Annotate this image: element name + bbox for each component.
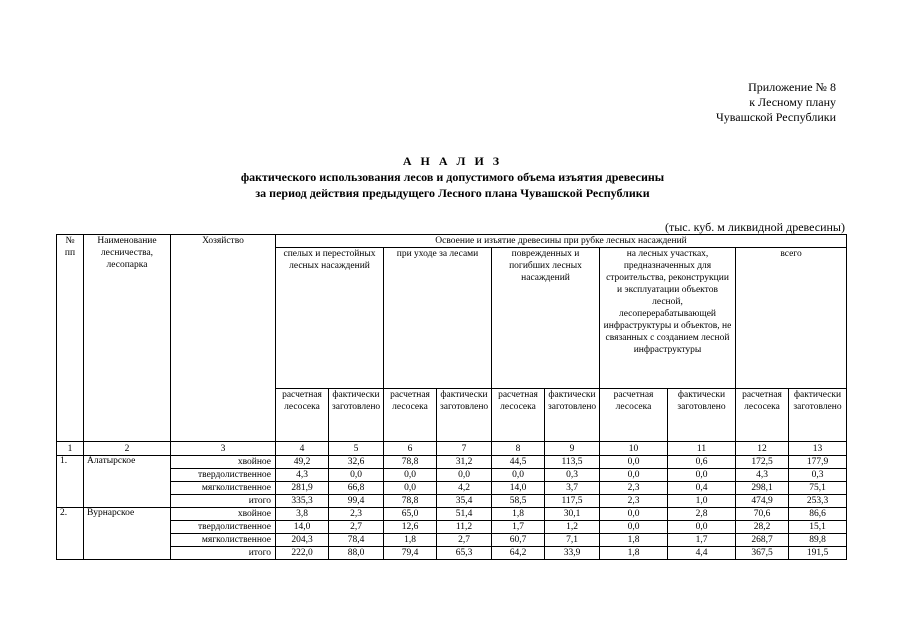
value-cell: 1,8 [600,547,668,560]
value-cell: 89,8 [789,534,847,547]
table-body [57,456,847,560]
column-number: 7 [437,442,492,456]
header-care: при уходе за лесами [384,248,492,389]
value-cell: 11,2 [437,521,492,534]
value-cell: 30,1 [545,508,600,521]
analysis-table [56,234,847,560]
table-row [57,482,847,495]
title-subtitle: за период действия предыдущего Лесного плана Чувашской Республики [255,186,650,200]
header-actual: фактически заготовлено [789,389,847,442]
column-number: 5 [329,442,384,456]
value-cell: 14,0 [492,482,545,495]
value-cell: 0,0 [668,469,736,482]
value-cell: 1,7 [668,534,736,547]
table-row [57,508,847,521]
value-cell: 0,0 [600,456,668,469]
column-number: 2 [84,442,171,456]
value-cell: 2,8 [668,508,736,521]
column-number: 3 [171,442,276,456]
column-number: 13 [789,442,847,456]
value-cell: 4,3 [736,469,789,482]
value-cell: 3,7 [545,482,600,495]
value-cell: 222,0 [276,547,329,560]
header-actual: фактически заготовлено [329,389,384,442]
header-calc: расчетная лесосека [384,389,437,442]
appendix-line: Приложение № 8 [748,80,836,94]
header-damaged: поврежденных и погибших лесных насаждений [492,248,600,389]
value-cell: 1,8 [384,534,437,547]
value-cell: 14,0 [276,521,329,534]
value-cell: 79,4 [384,547,437,560]
value-cell: 33,9 [545,547,600,560]
value-cell: 367,5 [736,547,789,560]
value-cell: 1,2 [545,521,600,534]
header-total: всего [736,248,847,389]
value-cell: 88,0 [329,547,384,560]
value-cell: 35,4 [437,495,492,508]
farm-type: итого [171,495,276,508]
table-row [57,469,847,482]
value-cell: 0,0 [384,482,437,495]
value-cell: 66,8 [329,482,384,495]
value-cell: 0,3 [789,469,847,482]
value-cell: 0,0 [492,469,545,482]
value-cell: 51,4 [437,508,492,521]
value-cell: 268,7 [736,534,789,547]
value-cell: 0,0 [600,521,668,534]
value-cell: 0,4 [668,482,736,495]
forestry-name: Вурнарское [84,508,171,560]
farm-type: итого [171,547,276,560]
farm-type: хвойное [171,508,276,521]
farm-type: твердолиственное [171,469,276,482]
header-plots: на лесных участках, предназначенных для строительства, реконструкции и эксплуатации объектов лесной, лесоперерабатывающей инфраструктуры и объектов, не связанных с созданием лесной инфраструктуры [600,248,736,389]
value-cell: 335,3 [276,495,329,508]
header-row [57,235,847,248]
table-row [57,495,847,508]
value-cell: 4,2 [437,482,492,495]
header-actual: фактически заготовлено [668,389,736,442]
value-cell: 78,4 [329,534,384,547]
column-number: 4 [276,442,329,456]
header-calc: расчетная лесосека [736,389,789,442]
value-cell: 0,0 [668,521,736,534]
table-row [57,456,847,469]
value-cell: 7,1 [545,534,600,547]
value-cell: 1,0 [668,495,736,508]
document-title [0,153,905,201]
column-numbers-row [57,442,847,456]
value-cell: 70,6 [736,508,789,521]
column-number: 6 [384,442,437,456]
value-cell: 191,5 [789,547,847,560]
value-cell: 253,3 [789,495,847,508]
value-cell: 113,5 [545,456,600,469]
column-number: 9 [545,442,600,456]
header-no: № пп [57,235,84,442]
value-cell: 12,6 [384,521,437,534]
value-cell: 78,8 [384,495,437,508]
value-cell: 0,3 [545,469,600,482]
value-cell: 65,3 [437,547,492,560]
units-note: (тыс. куб. м ликвидной древесины) [665,220,845,234]
appendix-line: Чувашской Республики [715,110,836,124]
row-number: 1. [57,456,84,508]
header-calc: расчетная лесосека [492,389,545,442]
value-cell: 0,0 [600,508,668,521]
value-cell: 28,2 [736,521,789,534]
value-cell: 49,2 [276,456,329,469]
value-cell: 86,6 [789,508,847,521]
value-cell: 99,4 [329,495,384,508]
value-cell: 177,9 [789,456,847,469]
header-ripe: спелых и перестойных лесных насаждений [276,248,384,389]
header-farm: Хозяйство [171,235,276,442]
farm-type: мягколиственное [171,482,276,495]
value-cell: 474,9 [736,495,789,508]
value-cell: 0,0 [329,469,384,482]
value-cell: 1,7 [492,521,545,534]
value-cell: 15,1 [789,521,847,534]
value-cell: 117,5 [545,495,600,508]
farm-type: хвойное [171,456,276,469]
value-cell: 0,0 [384,469,437,482]
column-number: 1 [57,442,84,456]
header-calc: расчетная лесосека [600,389,668,442]
farm-type: твердолиственное [171,521,276,534]
value-cell: 2,3 [600,482,668,495]
header-group: Освоение и изъятие древесины при рубке лесных насаждений [276,235,847,248]
value-cell: 1,8 [492,508,545,521]
value-cell: 204,3 [276,534,329,547]
value-cell: 2,7 [437,534,492,547]
column-number: 8 [492,442,545,456]
appendix-note [716,80,836,125]
value-cell: 3,8 [276,508,329,521]
column-number: 12 [736,442,789,456]
value-cell: 4,4 [668,547,736,560]
value-cell: 1,8 [600,534,668,547]
forestry-name: Алатырское [84,456,171,508]
value-cell: 4,3 [276,469,329,482]
value-cell: 65,0 [384,508,437,521]
value-cell: 0,0 [437,469,492,482]
table-row [57,521,847,534]
value-cell: 0,0 [600,469,668,482]
header-forestry: Наименование лесничества, лесопарка [84,235,171,442]
header-actual: фактически заготовлено [437,389,492,442]
value-cell: 60,7 [492,534,545,547]
farm-type: мягколиственное [171,534,276,547]
table-row [57,534,847,547]
value-cell: 2,3 [600,495,668,508]
value-cell: 31,2 [437,456,492,469]
value-cell: 298,1 [736,482,789,495]
title-subtitle: фактического использования лесов и допустимого объема изъятия древесины [240,170,665,184]
header-calc: расчетная лесосека [276,389,329,442]
appendix-line: к Лесному плану [749,95,836,109]
value-cell: 0,6 [668,456,736,469]
value-cell: 64,2 [492,547,545,560]
column-number: 11 [668,442,736,456]
value-cell: 32,6 [329,456,384,469]
value-cell: 75,1 [789,482,847,495]
value-cell: 78,8 [384,456,437,469]
row-number: 2. [57,508,84,560]
value-cell: 44,5 [492,456,545,469]
column-number: 10 [600,442,668,456]
title-main: А Н А Л И З [402,154,503,168]
value-cell: 2,7 [329,521,384,534]
value-cell: 172,5 [736,456,789,469]
header-actual: фактически заготовлено [545,389,600,442]
table-row [57,547,847,560]
value-cell: 2,3 [329,508,384,521]
value-cell: 281,9 [276,482,329,495]
value-cell: 58,5 [492,495,545,508]
